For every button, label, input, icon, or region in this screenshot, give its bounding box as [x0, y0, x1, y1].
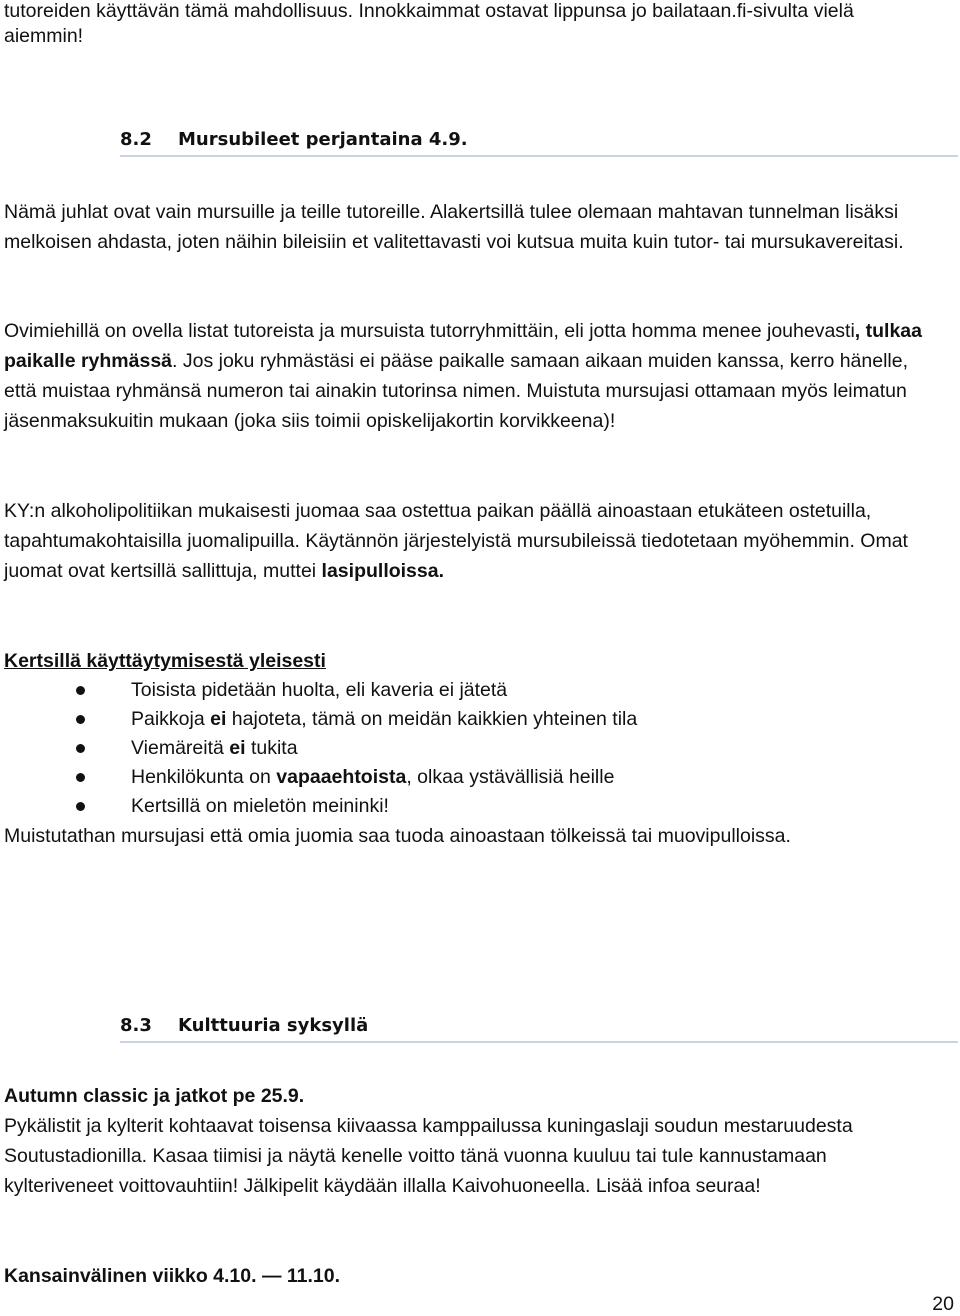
- bullet-icon: [76, 744, 85, 753]
- intro-line-2: aiemmin!: [4, 25, 84, 47]
- page-number: 20: [932, 1293, 954, 1315]
- alcohol-text: KY:n alkoholipolitiikan mukaisesti juomaa saa ostettua paikan päällä ainoastaan etukäteen ostetuilla, tapahtumakohtaisilla juomalipuilla. Käytännön järjestelyistä mursubileissä tiedotetaan myöhemmin. Omat juomat ovat kertsillä sallittuja, muttei: [4, 500, 908, 582]
- section-number: 8.3: [120, 1015, 152, 1036]
- bullet-icon: [76, 715, 85, 724]
- bullet-icon: [76, 802, 85, 811]
- event-title-international-week: Kansainvälinen viikko 4.10. — 11.10.: [4, 1265, 341, 1287]
- paragraph-doorman: [4, 316, 924, 436]
- section-title: Kulttuuria syksyllä: [178, 1015, 369, 1036]
- intro-line-1: tutoreiden käyttävän tämä mahdollisuus. Innokkaimmat ostavat lippunsa jo bailataan.fi-sivulta vielä: [4, 0, 854, 22]
- section-heading-8-3: [120, 1011, 958, 1043]
- behaviour-reminder: Muistutathan mursujasi että omia juomia saa tuoda ainoastaan tölkeissä tai muovipulloissa.: [4, 825, 791, 847]
- behaviour-title: Kertsillä käyttäytymisestä yleisesti: [4, 650, 326, 672]
- section-heading-8-2: [120, 125, 958, 157]
- section-title: Mursubileet perjantaina 4.9.: [178, 129, 468, 150]
- bullet-text: Viemäreitä ei tukita: [131, 737, 298, 759]
- paragraph-alcohol-policy: [4, 496, 924, 586]
- bullet-text: Paikkoja ei hajoteta, tämä on meidän kaikkien yhteinen tila: [131, 708, 638, 730]
- doorman-emphasis: , tulkaa paikalle ryhmässä: [4, 320, 922, 372]
- event-title-autumn-classic: Autumn classic ja jatkot pe 25.9.: [4, 1085, 305, 1107]
- paragraph-party-info: Nämä juhlat ovat vain mursuille ja teille tutoreille. Alakertsillä tulee olemaan mahtavan tunnelman lisäksi melkoisen ahdasta, joten näihin bileisiin et valitettavasti voi kutsua muita kuin tutor- tai mursukavereitasi.: [4, 201, 904, 253]
- alcohol-emphasis: lasipulloissa.: [321, 560, 445, 582]
- bullet-text: Kertsillä on mieletön meininki!: [131, 795, 389, 817]
- bullet-text: Henkilökunta on vapaaehtoista, olkaa ystävällisiä heille: [131, 766, 615, 788]
- section-number: 8.2: [120, 129, 152, 150]
- bullet-icon: [76, 686, 85, 695]
- bullet-text: Toisista pidetään huolta, eli kaveria ei jätetä: [131, 679, 508, 701]
- paragraph-autumn-classic: Pykälistit ja kylterit kohtaavat toisensa kiivaassa kamppailussa kuningaslaji soudun mestaruudesta Soutustadionilla. Kasaa tiimisi ja näytä kenelle voitto tänä vuonna kuuluu tai tule kannustamaan kylteriveneet voittovauhtiin! Jälkipelit käydään illalla Kaivohuoneella. Lisää infoa seuraa!: [4, 1115, 853, 1197]
- doorman-text-end: . Jos joku ryhmästäsi ei pääse paikalle samaan aikaan muiden kanssa, kerro hänelle, että muistaa ryhmänsä numeron tai ainakin tutorinsa nimen. Muistuta mursujasi ottamaan myös leimatun jäsenmaksukuitin mukaan (joka siis toimii opiskelijakortin korvikkeena)!: [4, 350, 909, 432]
- bullet-icon: [76, 773, 85, 782]
- doorman-text-start: Ovimiehillä on ovella listat tutoreista ja mursuista tutorryhmittäin, eli jotta homma menee jouhevasti: [4, 320, 855, 342]
